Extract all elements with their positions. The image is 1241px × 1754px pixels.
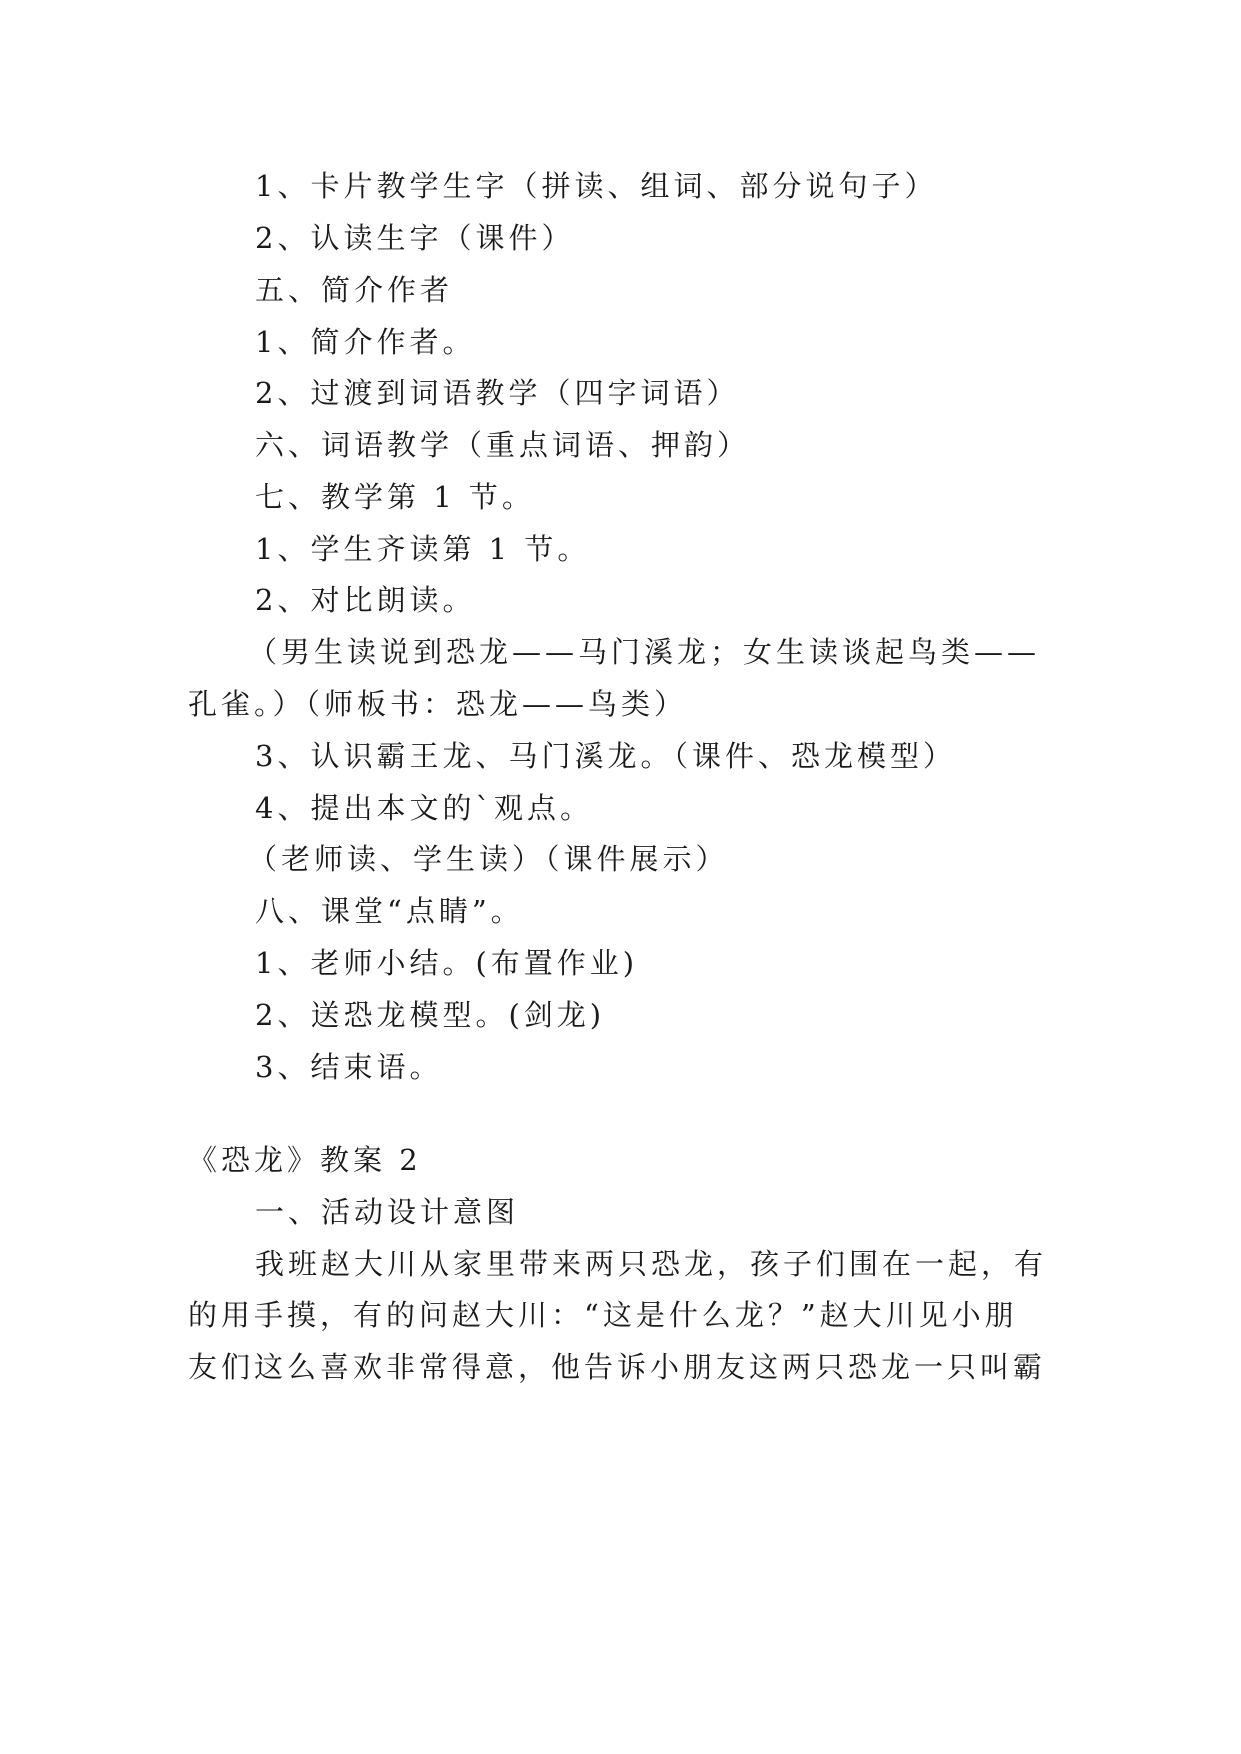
text-line: 3、结束语。: [255, 1050, 443, 1084]
section-heading: 一、活动设计意图: [255, 1195, 520, 1229]
paragraph-line: 的用手摸，有的问赵大川：“这是什么龙？”赵大川见小朋: [188, 1298, 1018, 1332]
text-line: （老师读、学生读）（课件展示）: [248, 842, 729, 876]
text-line: 2、过渡到词语教学（四字词语）: [255, 376, 740, 410]
text-line: 4、提出本文的`观点。: [255, 791, 593, 825]
text-line: 2、对比朗读。: [255, 583, 476, 617]
document-title: 《恐龙》教案 2: [188, 1143, 422, 1177]
text-line: 2、送恐龙模型。(剑龙): [255, 998, 606, 1032]
text-line: 2、认读生字（课件）: [255, 221, 575, 255]
text-line: 1、简介作者。: [255, 325, 476, 359]
text-line: 1、学生齐读第 1 节。: [255, 532, 591, 566]
section-heading: 五、简介作者: [255, 273, 454, 307]
paragraph-line: 我班赵大川从家里带来两只恐龙，孩子们围在一起，有: [255, 1247, 1048, 1281]
section-heading: 八、课堂“点睛”。: [255, 894, 524, 928]
paragraph-line: 友们这么喜欢非常得意，他告诉小朋友这两只恐龙一只叫霸: [188, 1350, 1047, 1384]
section-heading: 七、教学第 1 节。: [255, 480, 535, 514]
text-line: 孔雀。）（师板书：恐龙——鸟类）: [188, 687, 688, 721]
section-heading: 六、词语教学（重点词语、押韵）: [255, 428, 751, 462]
text-line: 1、老师小结。(布置作业): [255, 946, 639, 980]
text-line: （男生读说到恐龙——马门溪龙；女生读谈起鸟类——: [248, 635, 1041, 669]
text-line: 3、认识霸王龙、马门溪龙。（课件、恐龙模型）: [255, 739, 956, 773]
text-line: 1、卡片教学生字（拼读、组词、部分说句子）: [255, 169, 938, 203]
